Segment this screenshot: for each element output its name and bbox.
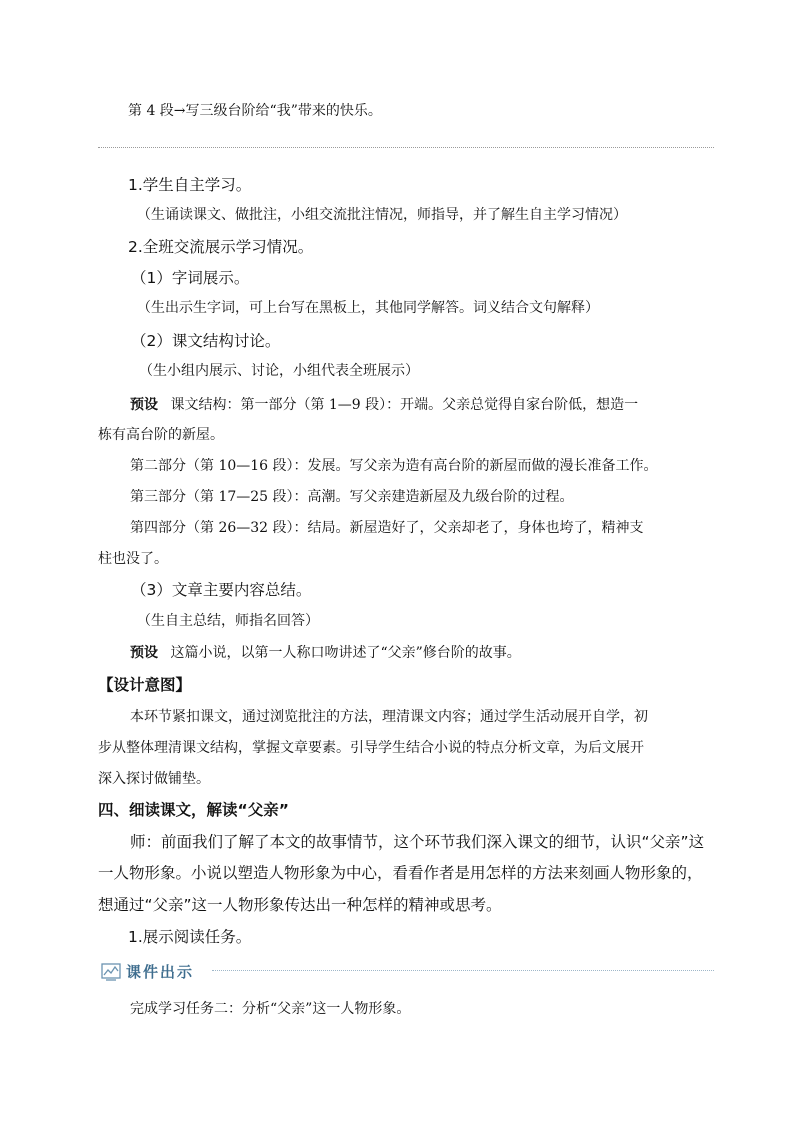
text-line-25: 想通过“父亲”这一人物形象传达出一种怎样的精神或思考。: [98, 896, 502, 914]
text-line-23: 师：前面我们了解了本文的故事情节，这个环节我们深入课文的细节，认识“父亲”这: [130, 833, 705, 851]
text-line-2: 1.学生自主学习。: [128, 176, 252, 194]
text-line-13: 第四部分（第 26—32 段）：结局。新屋造好了，父亲却老了，身体也垮了，精神支: [130, 520, 644, 536]
text-line-7: （2）课文结构讨论。: [131, 332, 281, 350]
section-heading-4: 四、细读课文，解读“父亲”: [98, 801, 289, 819]
preset-label-2: 预设: [130, 645, 158, 661]
text-line-6: （生出示生字词，可上台写在黑板上，其他同学解答。词义结合文句解释）: [137, 300, 599, 316]
text-line-5: （1）字词展示。: [131, 269, 250, 287]
text-line-12: 第三部分（第 17—25 段）：高潮。写父亲建造新屋及九级台阶的过程。: [130, 489, 574, 505]
text-line-24: 一人物形象。小说以塑造人物形象为中心，看看作者是用怎样的方法来刻画人物形象的，: [98, 864, 703, 882]
preset-text: 课文结构：第一部分（第 1—9 段）：开端。父亲总觉得自家台阶低，想造一: [170, 397, 639, 413]
text-line-9: [130, 395, 638, 415]
courseware-divider: [212, 970, 714, 971]
text-line-8: （生小组内展示、讨论，小组代表全班展示）: [139, 363, 419, 379]
courseware-title: 课件出示: [126, 963, 195, 981]
text-line-4: 2.全班交流展示学习情况。: [128, 238, 314, 256]
text-line-17: [130, 643, 521, 663]
text-line-15: （3）文章主要内容总结。: [131, 581, 312, 599]
text-line-21: 深入探讨做铺垫。: [98, 771, 210, 787]
preset-text-2: 这篇小说，以第一人称口吻讲述了“父亲”修台阶的故事。: [170, 645, 521, 661]
text-line-16: （生自主总结，师指名回答）: [137, 613, 319, 629]
text-line-14: 柱也没了。: [98, 551, 168, 567]
chart-icon: [101, 963, 121, 981]
section-divider: [98, 147, 714, 148]
text-line-19: 本环节紧扣课文，通过浏览批注的方法，理清课文内容；通过学生活动展开自学，初: [130, 709, 648, 725]
preset-label: 预设: [130, 397, 158, 413]
text-line-10: 栋有高台阶的新屋。: [98, 427, 224, 443]
text-line-3: （生诵读课文、做批注，小组交流批注情况，师指导，并了解生自主学习情况）: [137, 207, 627, 223]
text-line-11: 第二部分（第 10—16 段）：发展。写父亲为造有高台阶的新屋而做的漫长准备工作。: [130, 458, 658, 474]
text-line-20: 步从整体理清课文结构，掌握文章要素。引导学生结合小说的特点分析文章，为后文展开: [98, 740, 644, 756]
text-line-1: 第 4 段→写三级台阶给“我”带来的快乐。: [128, 103, 382, 119]
design-intent-heading: 【设计意图】: [98, 676, 192, 694]
text-line-26: 1.展示阅读任务。: [128, 928, 252, 946]
text-line-27: 完成学习任务二：分析“父亲”这一人物形象。: [130, 1001, 411, 1017]
